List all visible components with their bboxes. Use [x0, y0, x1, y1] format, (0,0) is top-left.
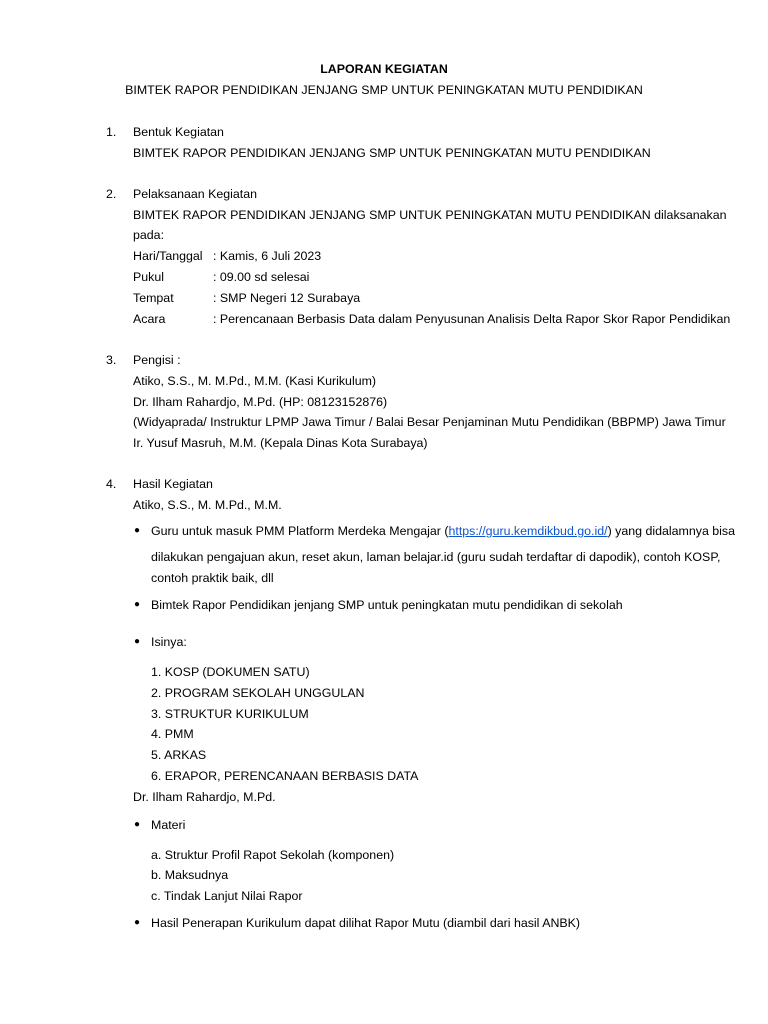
detail-row-time [133, 269, 693, 285]
isinya-item: 4. PMM [151, 727, 194, 741]
section-3-heading: Pengisi : [133, 353, 181, 367]
detail-label: Acara [133, 312, 166, 326]
speaker-name: Dr. Ilham Rahardjo, M.Pd. [133, 790, 276, 804]
section-2-number: 2. [106, 187, 117, 201]
bullet-1-line-3: contoh praktik baik, dll [151, 571, 274, 585]
section-3-number: 3. [106, 353, 117, 367]
bullet-icon: ● [134, 525, 141, 536]
bullet-1-text: ) yang didalamnya bisa [607, 524, 736, 538]
bullet-1-line-2: dilakukan pengajuan akun, reset akun, laman belajar.id (guru sudah terdaftar di dapodik), contoh KOSP, [151, 550, 721, 564]
section-1-heading: Bentuk Kegiatan [133, 125, 224, 139]
section-1-text: BIMTEK RAPOR PENDIDIKAN JENJANG SMP UNTUK PENINGKATAN MUTU PENDIDIKAN [133, 146, 651, 160]
bullet-icon: ● [134, 599, 141, 610]
bullet-icon: ● [134, 819, 141, 830]
speaker-line: Ir. Yusuf Masruh, M.M. (Kepala Dinas Kota Surabaya) [133, 436, 428, 450]
bullet-icon: ● [134, 917, 141, 928]
detail-value: : SMP Negeri 12 Surabaya [213, 291, 361, 305]
detail-value: : Kamis, 6 Juli 2023 [213, 249, 322, 263]
section-2-intro-line-1: BIMTEK RAPOR PENDIDIKAN JENJANG SMP UNTUK PENINGKATAN MUTU PENDIDIKAN dilaksanakan [133, 208, 727, 222]
isinya-item: 6. ERAPOR, PERENCANAAN BERBASIS DATA [151, 769, 419, 783]
speaker-line: Atiko, S.S., M. M.Pd., M.M. (Kasi Kurikulum) [133, 374, 377, 388]
document-subtitle: BIMTEK RAPOR PENDIDIKAN JENJANG SMP UNTUK PENINGKATAN MUTU PENDIDIKAN [125, 83, 643, 97]
detail-row-agenda [133, 311, 731, 327]
isinya-item: 3. STRUKTUR KURIKULUM [151, 707, 309, 721]
detail-row-place [133, 290, 693, 306]
bullet-2-text: Bimtek Rapor Pendidikan jenjang SMP untuk peningkatan mutu pendidikan di sekolah [151, 598, 623, 612]
detail-label: Tempat [133, 291, 174, 305]
section-2-heading: Pelaksanaan Kegiatan [133, 187, 258, 201]
speaker-line: (Widyapradа/ Instruktur LPMP Jawa Timur / Balai Besar Penjaminan Mutu Pendidikan (BBPMP) Jawa Timur [133, 415, 726, 429]
section-2-intro-line-2: pada: [133, 228, 165, 242]
speaker-line: Dr. Ilham Rahardjo, M.Pd. (HP: 08123152876) [133, 395, 388, 409]
bullet-icon: ● [134, 636, 141, 647]
document-title: LAPORAN KEGIATAN [320, 62, 448, 76]
bullet-5-text: Hasil Penerapan Kurikulum dapat dilihat Rapor Mutu (diambil dari hasil ANBK) [151, 916, 581, 930]
section-1-number: 1. [106, 125, 117, 139]
section-4-heading: Hasil Kegiatan [133, 477, 213, 491]
materi-item: c. Tindak Lanjut Nilai Rapor [151, 889, 303, 903]
section-4-number: 4. [106, 477, 117, 491]
isinya-item: 1. KOSP (DOKUMEN SATU) [151, 665, 310, 679]
detail-value: : 09.00 sd selesai [213, 270, 310, 284]
detail-value: : Perencanaan Berbasis Data dalam Penyusunan Analisis Delta Rapor Skor Rapor Pendidikan [213, 312, 731, 326]
speaker-name: Atiko, S.S., M. M.Pd., M.M. [133, 498, 282, 512]
bullet-3-text: Isinya: [151, 635, 187, 649]
bullet-1-line-1 [151, 523, 736, 539]
materi-item: b. Maksudnya [151, 868, 229, 882]
isinya-item: 2. PROGRAM SEKOLAH UNGGULAN [151, 686, 365, 700]
detail-row-date [133, 248, 693, 264]
bullet-1-text: Guru untuk masuk PMM Platform Merdeka Mengajar ( [151, 524, 449, 538]
bullet-4-text: Materi [151, 818, 186, 832]
platform-link[interactable]: https://guru.kemdikbud.go.id/ [448, 524, 608, 538]
isinya-item: 5. ARKAS [151, 748, 207, 762]
detail-label: Pukul [133, 270, 164, 284]
materi-item: a. Struktur Profil Rapot Sekolah (komponen) [151, 848, 395, 862]
detail-label: Hari/Tanggal [133, 249, 203, 263]
